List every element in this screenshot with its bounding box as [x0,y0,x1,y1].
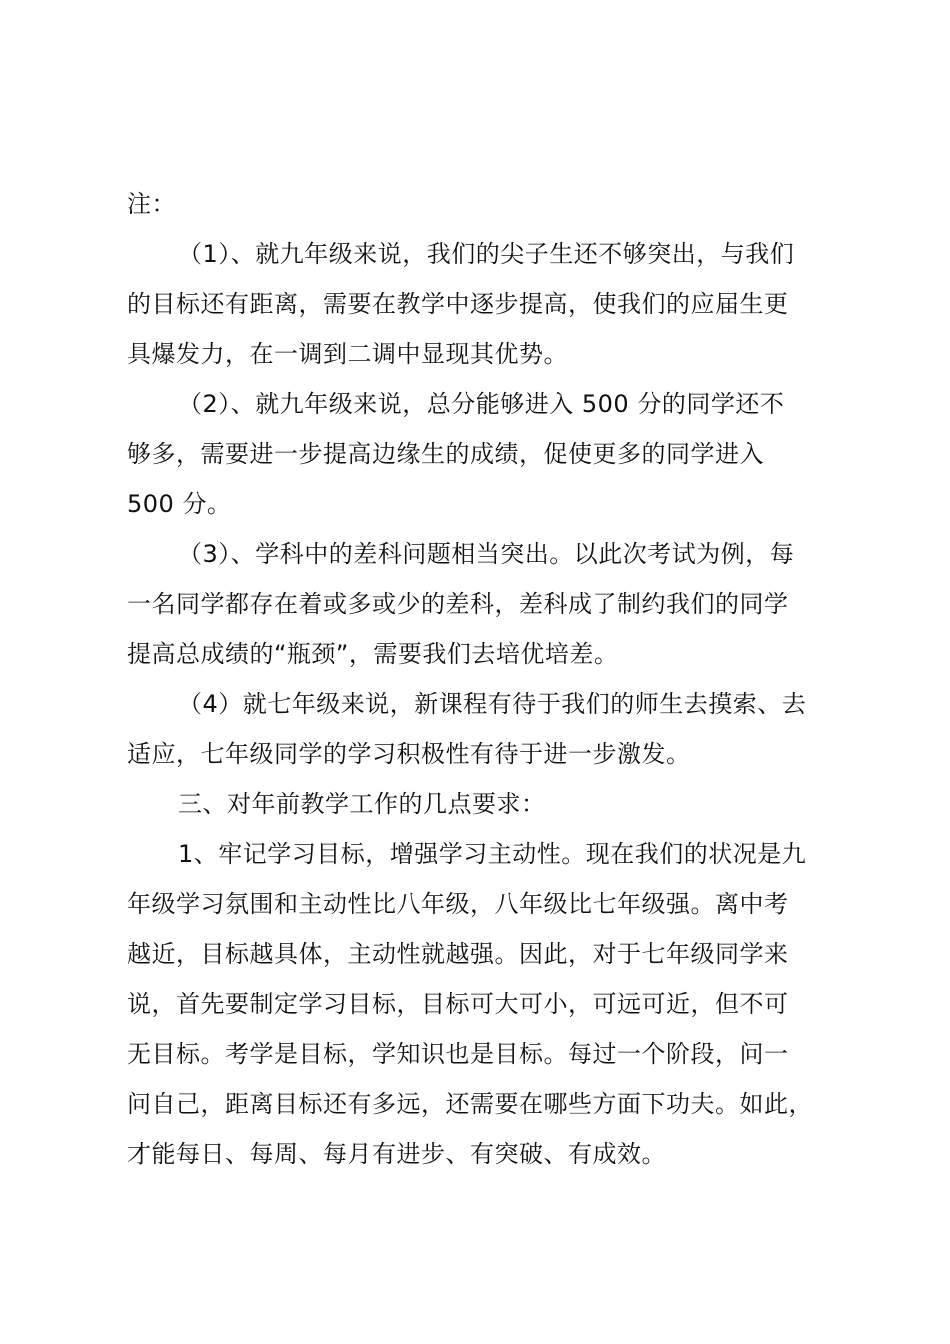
paragraph-line: 说，首先要制定学习目标，目标可大可小，可远可近，但不可 [127,990,789,1018]
paragraph-line: 问自己，距离目标还有多远，还需要在哪些方面下功夫。如此， [127,1090,813,1118]
paragraph-line: （2）、就九年级来说，总分能够进入 500 分的同学还不 [178,390,785,418]
paragraph-line: （1）、就九年级来说，我们的尖子生还不够突出，与我们 [178,240,795,268]
paragraph-line: （4）就七年级来说，新课程有待于我们的师生去摸索、去 [178,690,807,718]
paragraph-line: 的目标还有距离，需要在教学中逐步提高，使我们的应届生更 [127,290,789,318]
paragraph-line: 才能每日、每周、每月有进步、有突破、有成效。 [127,1140,666,1168]
paragraph-line: 年级学习氛围和主动性比八年级，八年级比七年级强。离中考 [127,890,789,918]
paragraph-line: （3）、学科中的差科问题相当突出。以此次考试为例，每 [178,540,795,568]
note-heading: 注： [127,190,176,218]
paragraph-line: 500 分。 [127,490,232,518]
paragraph-line: 适应，七年级同学的学习积极性有待于进一步激发。 [127,740,691,768]
paragraph-line: 一名同学都存在着或多或少的差科，差科成了制约我们的同学 [127,590,789,618]
paragraph-line: 提高总成绩的“瓶颈”，需要我们去培优培差。 [127,640,619,668]
paragraph-line: 越近，目标越具体，主动性就越强。因此，对于七年级同学来 [127,940,789,968]
paragraph-line: 够多，需要进一步提高边缘生的成绩，促使更多的同学进入 [127,440,764,468]
paragraph-line: 1、牢记学习目标，增强学习主动性。现在我们的状况是九 [178,840,807,868]
section-heading: 三、对年前教学工作的几点要求： [178,790,546,818]
paragraph-line: 具爆发力，在一调到二调中显现其优势。 [127,340,568,368]
paragraph-line: 无目标。考学是目标，学知识也是目标。每过一个阶段，问一 [127,1040,789,1068]
